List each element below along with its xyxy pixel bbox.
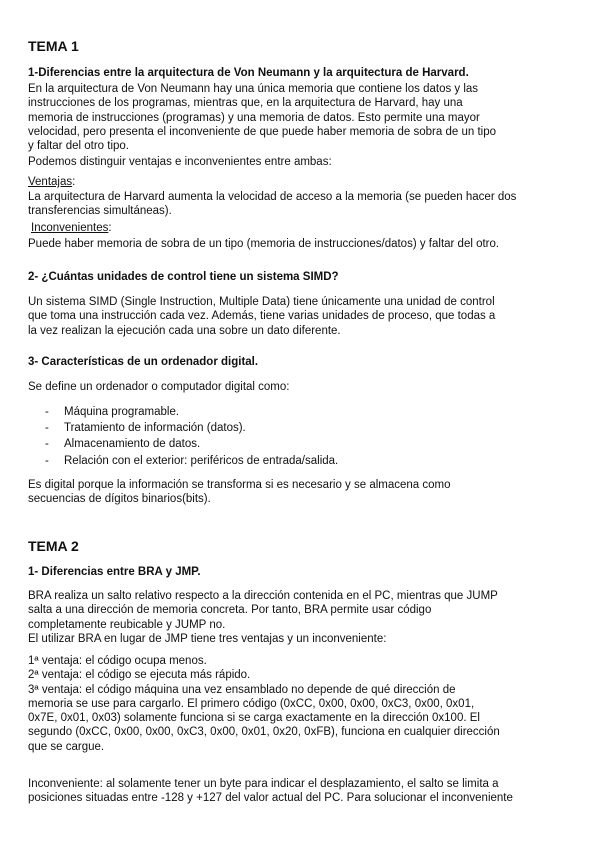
- text-line: 0x7E, 0x01, 0x03) solamente funciona si se carga exactamente en la dirección 0x100. El: [28, 712, 480, 725]
- text-line: 1ª ventaja: el código ocupa menos.: [28, 655, 207, 667]
- text-line: instrucciones de los programas, mientras que, en la arquitectura de Harvard, hay una: [28, 97, 463, 110]
- text-line: velocidad, pero presenta el inconveniente de que puede haber memoria de sobra de un tipo: [28, 125, 496, 138]
- tema2-q1-para1: [28, 589, 498, 646]
- tema2-q1-ventajas: [28, 654, 500, 754]
- text-line: transferencias simultáneas).: [28, 205, 172, 218]
- tema2-q1-inconveniente: [28, 777, 513, 806]
- text-line: La arquitectura de Harvard aumenta la velocidad de acceso a la memoria (se pueden hacer dos: [28, 191, 517, 203]
- ventajas-text: [28, 190, 516, 219]
- tema1-q1-para1: [28, 82, 496, 153]
- text-line: la vez realizan la ejecución cada una sobre un dato diferente.: [28, 324, 341, 337]
- list-item-text: Relación con el exterior: periféricos de entrada/salida.: [64, 454, 339, 467]
- inconvenientes-colon: :: [108, 222, 112, 234]
- text-line: que se cargue.: [28, 740, 105, 753]
- text-line: memoria se use para cargarlo. El primero código (0xCC, 0x00, 0x00, 0xC3, 0x00, 0x01,: [28, 697, 475, 710]
- ventajas-label-line: [28, 175, 75, 189]
- bullet-dash: -: [45, 406, 49, 418]
- ventajas-colon: :: [72, 176, 76, 188]
- text-line: En la arquitectura de Von Neumann hay una única memoria que contiene los datos y las: [28, 83, 479, 95]
- text-line: Un sistema SIMD (Single Instruction, Multiple Data) tiene únicamente una unidad de control: [28, 296, 495, 308]
- text-line: El utilizar BRA en lugar de JMP tiene tres ventajas y un inconveniente:: [28, 632, 387, 645]
- inconvenientes-text: Puede haber memoria de sobra de un tipo (memoria de instrucciones/datos) y faltar del otro.: [28, 238, 500, 250]
- ventajas-label: Ventajas: [28, 176, 73, 188]
- tema2-title: TEMA 2: [28, 538, 79, 554]
- list-item: [28, 404, 338, 420]
- inconvenientes-label-line: [31, 221, 112, 235]
- list-item-text: Máquina programable.: [64, 406, 180, 418]
- bullet-dash: -: [45, 438, 49, 451]
- text-line: que toma una instrucción cada vez. Además, tiene varias unidades de proceso, que todas a: [28, 310, 496, 323]
- tema2-q1-heading: 1- Diferencias entre BRA y JMP.: [28, 566, 201, 578]
- text-line: memoria de instrucciones (programas) y una memoria de datos. Esto permite una mayor: [28, 111, 480, 124]
- tema1-q3-heading: 3- Características de un ordenador digital.: [28, 356, 259, 368]
- list-item-text: Tratamiento de información (datos).: [64, 422, 246, 435]
- text-line: 2ª ventaja: el código se ejecuta más rápido.: [28, 669, 251, 682]
- tema1-q2-heading: 2- ¿Cuántas unidades de control tiene un sistema SIMD?: [28, 271, 339, 283]
- tema1-title: TEMA 1: [28, 38, 79, 54]
- text-line: secuencias de dígitos binarios(bits).: [28, 493, 211, 506]
- inconvenientes-label: Inconvenientes: [31, 222, 109, 234]
- text-line: BRA realiza un salto relativo respecto a la dirección contenida en el PC, mientras que JUMP: [28, 590, 498, 602]
- text-line: Inconveniente: al solamente tener un byte para indicar el desplazamiento, el salto se limita a: [28, 778, 499, 790]
- list-item: [28, 436, 338, 452]
- tema1-q3-intro: Se define un ordenador o computador digital como:: [28, 381, 290, 393]
- bullet-dash: -: [45, 454, 49, 467]
- text-line: salta a una dirección de memoria concreta. Por tanto, BRA permite usar código: [28, 604, 432, 617]
- tema1-q1-heading: 1-Diferencias entre la arquitectura de Von Neumann y la arquitectura de Harvard.: [28, 67, 469, 79]
- characteristics-list: [28, 404, 338, 469]
- text-line: Es digital porque la información se transforma si es necesario y se almacena como: [28, 479, 451, 491]
- text-line: y faltar del otro tipo.: [28, 140, 129, 153]
- text-line: 3ª ventaja: el código máquina una vez ensamblado no depende de qué dirección de: [28, 683, 456, 696]
- list-item: [28, 453, 338, 469]
- text-line: completamente reubicable y JUMP no.: [28, 618, 226, 631]
- list-item-text: Almacenamiento de datos.: [64, 438, 201, 451]
- tema1-q1-para2: Podemos distinguir ventajas e inconvenientes entre ambas:: [28, 156, 332, 168]
- text-line: segundo (0xCC, 0x00, 0x00, 0xC3, 0x00, 0x01, 0x20, 0xFB), funciona en cualquier dirección: [28, 726, 500, 739]
- tema1-q2-para: [28, 295, 495, 338]
- bullet-dash: -: [45, 422, 49, 435]
- list-item: [28, 420, 338, 436]
- text-line: posiciones situadas entre -128 y +127 del valor actual del PC. Para solucionar el inconveniente: [28, 792, 513, 805]
- tema1-q3-closing: [28, 478, 451, 507]
